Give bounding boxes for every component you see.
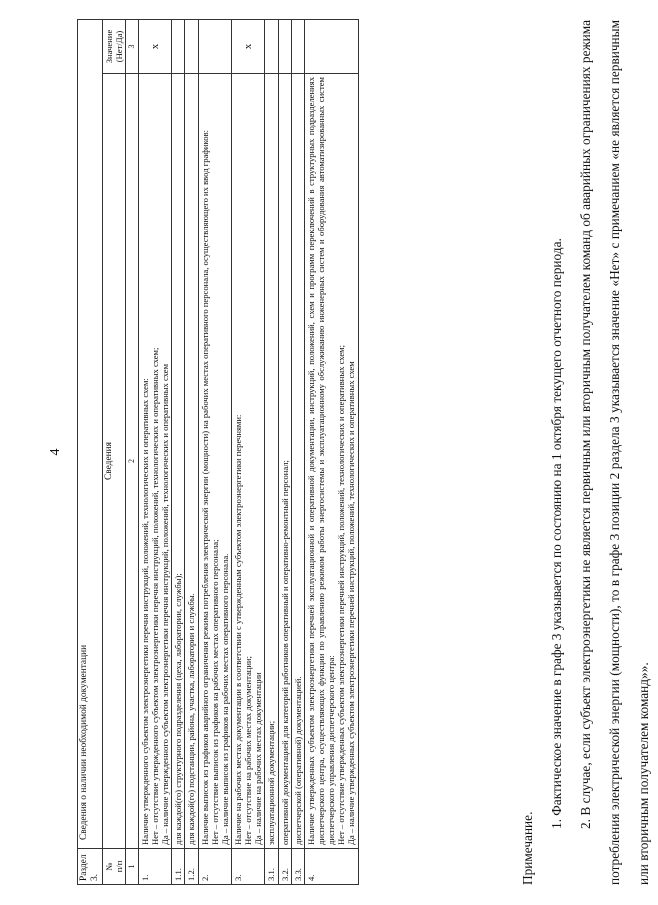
row-info (265, 74, 278, 849)
row-line: Да – наличие на рабочих местах документации (253, 672, 264, 845)
documentation-table (77, 19, 359, 885)
row-info (198, 74, 231, 849)
table-row-1-2 (185, 19, 198, 884)
column-index-2: 2 (126, 74, 138, 849)
table-row-3-1 (265, 19, 278, 884)
row-line: Нет – отсутствие на рабочих местах документации; (243, 656, 254, 845)
header-value (103, 19, 126, 73)
row-value: х (232, 19, 265, 73)
row-value (278, 19, 291, 73)
row-line: Наличие утвержденного субъектом электроэнергетики перечня инструкций, положений, технологических и оперативных схем: (139, 378, 150, 845)
column-index-row (126, 19, 138, 884)
page-number: 4 (48, 448, 63, 456)
row-info (232, 74, 265, 849)
row-value (198, 19, 231, 73)
row-line: эксплуатационной документации; (266, 720, 277, 845)
table-row-1-1 (172, 19, 185, 884)
table-row-1 (138, 19, 171, 884)
row-value (185, 19, 198, 73)
note-item-2: 2. В случае, если субъект электроэнергетики не является первичным или вторичным получателем команд об аварийных ограничениях режима потребления электрической энергии (мощности), то в графе 3 позиции 2 раздела 3 указывается значение «Нет» с примечанием «не является первичным или вторичным получателем команд»». (578, 20, 651, 885)
row-line: Нет – отсутствие утвержденного субъектом электроэнергетики перечня инструкций, положений, технологических и оперативных схем; (150, 347, 161, 845)
table-row-3-2 (278, 19, 291, 884)
row-value (172, 19, 185, 73)
row-value (304, 19, 358, 73)
notes-heading: Примечание. (520, 811, 535, 885)
row-info (185, 74, 198, 849)
section-label: Раздел 3. (78, 849, 103, 885)
row-number: 2. (198, 849, 231, 885)
row-value: х (138, 19, 171, 73)
row-line: Наличие на рабочих местах документации в соответствии с утвержденным субъектом электроэнергетики перечнями: (233, 414, 244, 845)
header-info: Сведения (103, 74, 126, 849)
row-number: 3.2. (278, 849, 291, 885)
table-row-3 (232, 19, 265, 884)
row-line: диспетчерской (оперативной) документацией. (292, 676, 303, 845)
section-title: Сведения о наличии необходимой документации (78, 19, 103, 848)
row-line: Наличие выписок из графиков аварийного ограничения режима потребления электрической энергии (мощности) на рабочих местах оперативного персонала, осуществляющего их ввод графиков: (199, 129, 210, 845)
table-row-3-3 (291, 19, 304, 884)
row-line: оперативной документацией для категорий работников оперативный и оперативно-ремонтный персонал; (279, 460, 290, 845)
table-row-2 (198, 19, 231, 884)
row-info (304, 74, 358, 849)
header-value-text: Значение (Нет/Да) (104, 29, 125, 64)
row-info (172, 74, 185, 849)
row-line: для каждой(го) структурного подразделения (цеха, лаборатории, службы); (173, 573, 184, 845)
row-value (265, 19, 278, 73)
row-number: 3.3. (291, 849, 304, 885)
row-value (291, 19, 304, 73)
row-number: 1.2. (185, 849, 198, 885)
row-number: 4. (304, 849, 358, 885)
row-number: 3. (232, 849, 265, 885)
row-line: Нет – отсутствие утвержденных субъектом электроэнергетики перечней инструкций, положений, технологических и оперативных схем; (336, 345, 347, 845)
table-row-4 (304, 19, 358, 884)
row-info (278, 74, 291, 849)
row-line: для каждой(го) подстанции, района, участка, лаборатории и службы. (186, 593, 197, 845)
row-info (291, 74, 304, 849)
header-number (103, 849, 126, 885)
row-line: Да – наличие утвержденного субъектом электроэнергетики перечня инструкций, положений, технологических и оперативных схем (160, 363, 171, 845)
column-index-1: 1 (126, 849, 138, 885)
row-line: Да – наличие выписок из графиков на рабочих местах оперативного персонала. (219, 553, 230, 845)
column-index-3: 3 (126, 19, 138, 73)
row-line: Нет – отсутствие выписок из графиков на рабочих местах оперативного персонала; (209, 539, 220, 845)
row-number: 1.1. (172, 849, 185, 885)
table-header-row (103, 19, 126, 884)
header-number-text: № п/п (104, 860, 125, 873)
notes-section (513, 20, 658, 885)
note-item-1: 1. Фактическое значение в графе 3 указывается по состоянию на 1 октября текущего отчетного периода. (549, 238, 564, 829)
row-number: 1. (138, 849, 171, 885)
section-caption-row (78, 19, 103, 884)
row-info (138, 74, 171, 849)
row-number: 3.1. (265, 849, 278, 885)
row-line: Наличие утвержденных субъектом электроэнергетики перечней эксплуатационной и оперативной документации, инструкций, положений, схем и программ переключений в структурных подразделениях диспетчерского центра, осуществляющих функции по управлению режимом работы энергосистемы и эксплуатационному обслуживанию инженерных систем и оборудования автоматизированных систем диспетчерского управления диспетчерского центра: (305, 77, 337, 845)
row-line: Да – наличие утвержденных субъектом электроэнергетики перечней инструкций, положений, технологических и оперативных схем (346, 361, 357, 845)
